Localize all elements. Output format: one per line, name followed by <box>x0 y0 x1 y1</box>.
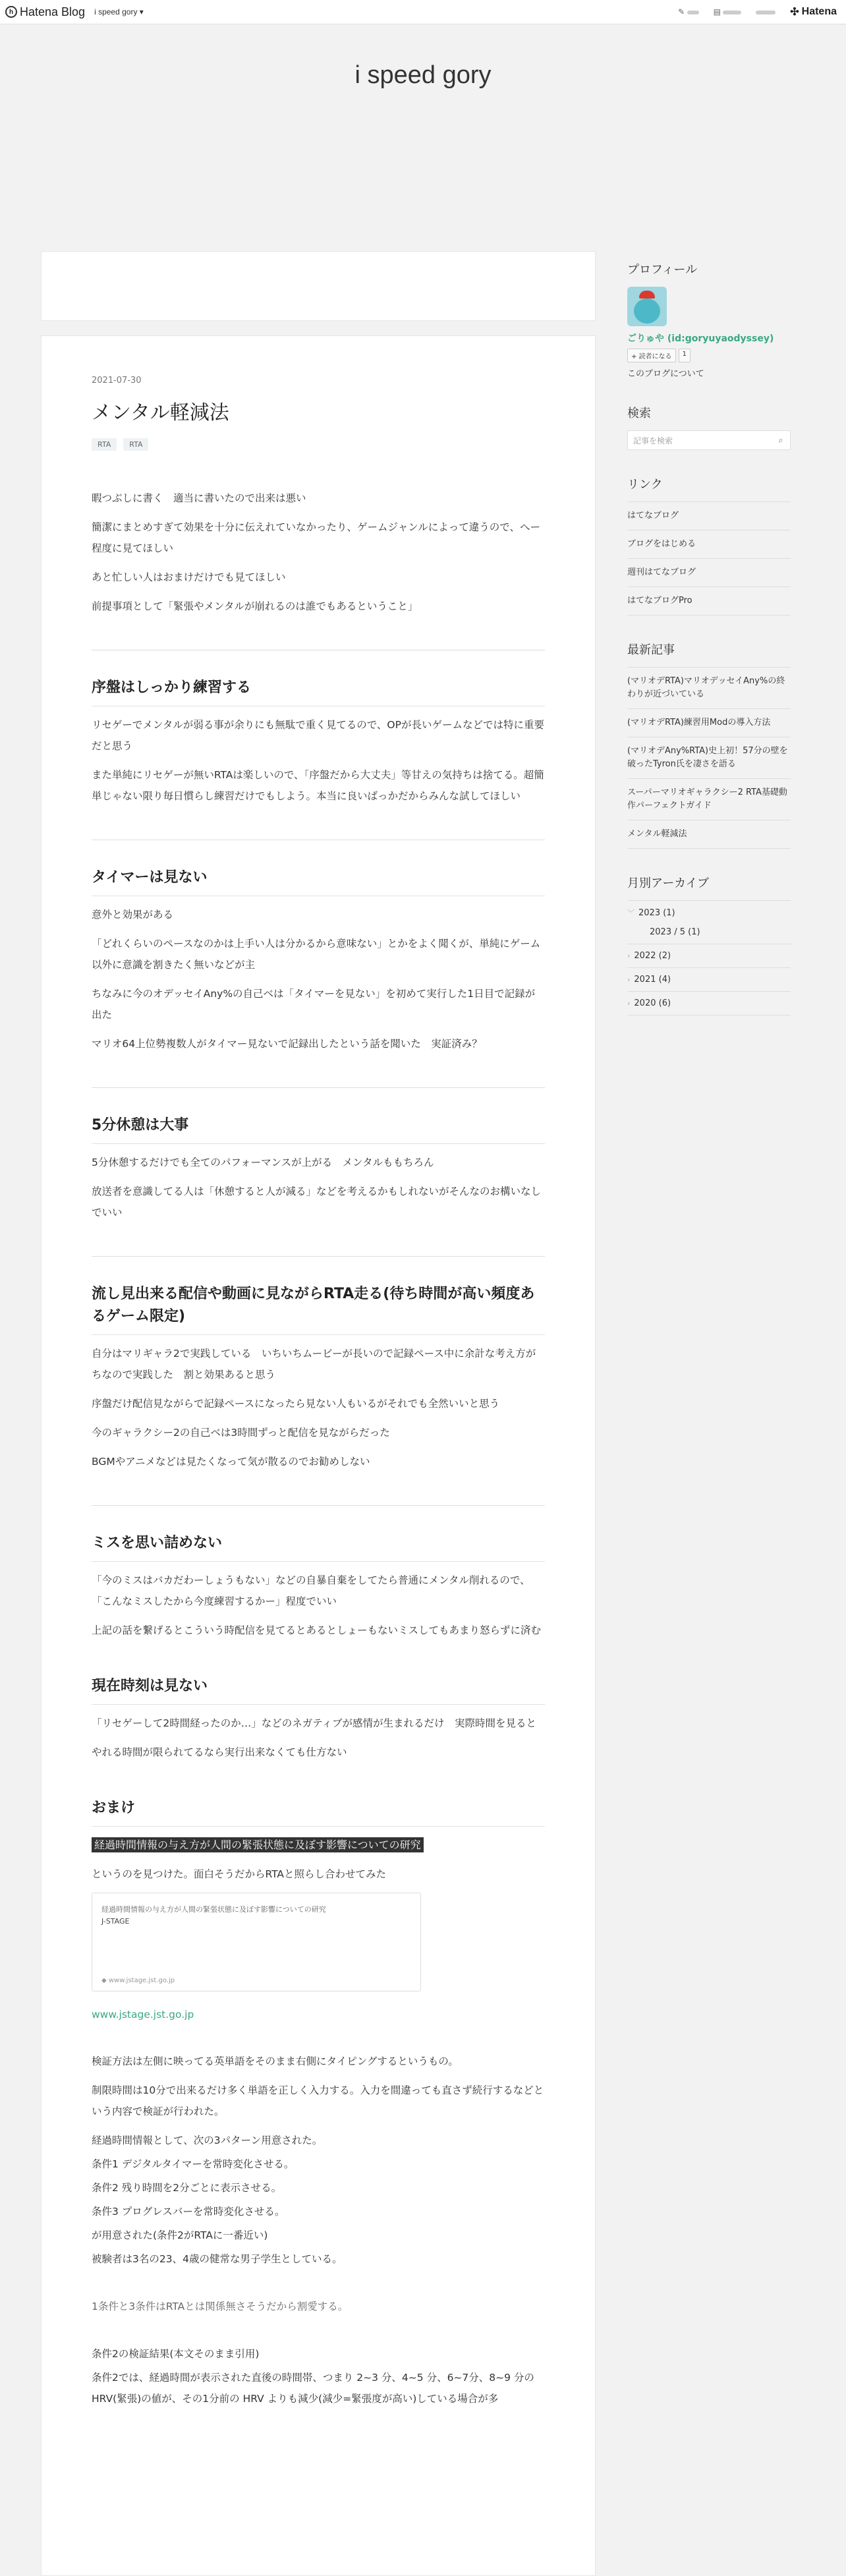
chevron-down-icon[interactable]: ﹀ <box>627 909 634 917</box>
recent-entry-link[interactable]: メンタル軽減法 <box>627 820 791 849</box>
avatar[interactable] <box>627 287 667 326</box>
recent-heading: 最新記事 <box>627 643 675 657</box>
sidebar-link[interactable]: はてなブログ <box>627 501 791 530</box>
chevron-right-icon[interactable]: › <box>627 952 631 960</box>
embed-title: 経過時間情報の与え方が人間の緊張状態に及ぼす影響についての研究 <box>101 1905 326 1914</box>
reader-widget <box>627 349 791 362</box>
paragraph: あと忙しい人はおまけだけでも見てほしい <box>92 571 286 583</box>
category-tag[interactable]: RTA <box>92 438 117 451</box>
search-placeholder: 記事を検索 <box>633 436 673 445</box>
archive-heading: 月別アーカイブ <box>627 876 710 890</box>
paragraph: 制限時間は10分で出来るだけ多く単語を正しく入力する。入力を間違っても直さず続行するなどという内容で検証が行われた。 <box>92 2084 544 2117</box>
recent-entry-link[interactable]: スーパーマリオギャラクシー2 RTA基礎動作パーフェクトガイド <box>627 779 791 820</box>
embed-domain <box>101 1977 175 1984</box>
section-heading: 流し見出来る配信や動画に見ながらRTA走る(待ち時間が高い頻度あるゲーム限定) <box>92 1283 545 1335</box>
links-module <box>627 475 791 615</box>
recent-entries-module <box>627 641 791 849</box>
search-input[interactable] <box>627 430 791 450</box>
ad-area <box>41 251 596 321</box>
category-tag[interactable]: RTA <box>123 438 148 451</box>
archive-year-label: 2022 (2) <box>634 951 671 961</box>
sidebar-link[interactable]: はてなブログPro <box>627 587 791 615</box>
reader-count[interactable]: 1 <box>679 349 691 362</box>
search-heading: 検索 <box>627 407 651 420</box>
paragraph: 検証方法は左側に映ってる英単語をそのまま右側にタイピングするというもの。 <box>92 2055 459 2067</box>
blog-selector-label: i speed gory <box>94 7 138 16</box>
about-blog-link[interactable]: このブログについて <box>627 369 704 379</box>
entry-categories <box>92 438 545 451</box>
hatena-logo-icon: h <box>5 6 17 18</box>
brand-label: Hatena Blog <box>20 5 86 18</box>
entry-title[interactable]: メンタル軽減法 <box>92 401 229 424</box>
hatena-blog-logo[interactable] <box>5 5 85 19</box>
subscribe-label: 読者になる <box>638 353 672 360</box>
plus-icon: + <box>631 353 639 360</box>
section-heading: 5分休憩は大事 <box>92 1114 545 1144</box>
paragraph: 簡潔にまとめすぎて効果を十分に伝えれていなかったり、ゲームジャンルによって違うので、へー程度に見てほしい <box>92 521 540 554</box>
note-text: 1条件と3条件はRTAとは関係無さそうだから割愛する。 <box>92 2301 349 2312</box>
paragraph: 前提事項として「緊張やメンタルが崩れるのは誰でもあるということ」 <box>92 600 418 612</box>
archive-year-label: 2023 (1) <box>638 908 675 918</box>
paragraph: 今のギャラクシー2の自己ベは3時間ずっと配信を見ながらだった <box>92 1427 390 1439</box>
section-heading: 現在時刻は見ない <box>92 1675 545 1705</box>
archive-year[interactable] <box>627 944 791 968</box>
paragraph: 経過時間情報として、次の3パターン用意された。 <box>92 2134 323 2146</box>
section-heading: 序盤はしっかり練習する <box>92 677 545 706</box>
section-heading: ミスを思い詰めない <box>92 1532 545 1562</box>
section-divider <box>92 1256 545 1257</box>
write-post-button[interactable]: ✎ <box>678 7 698 16</box>
subscribe-button[interactable] <box>627 349 676 362</box>
search-module <box>627 404 791 450</box>
section-divider <box>92 1505 545 1506</box>
archive-month[interactable]: 2023 / 5 (1) <box>650 927 700 937</box>
highlighted-text: 経過時間情報の与え方が人間の緊張状態に及ぼす影響についての研究 <box>92 1837 424 1852</box>
hatena-home-link[interactable] <box>790 5 837 18</box>
paragraph: 「どれくらいのペースなのかは上手い人は分かるから意味ない」とかをよく聞くが、単純にゲーム以外に意識を割きたく無いなどが主 <box>92 938 541 971</box>
entry-article <box>41 335 596 2576</box>
paragraph: 条件2 残り時間を2分ごとに表示させる。 <box>92 2182 282 2194</box>
paragraph: 「リセゲーして2時間経ったのか…」などのネガティブが感情が生まれるだけ 実際時間を見ると <box>92 1717 536 1729</box>
archive-module <box>627 874 791 1016</box>
paragraph: マリオ64上位勢複数人がタイマー見ないで記録出したという話を聞いた 実証済み？ <box>92 1038 482 1050</box>
paragraph: 暇つぶしに書く 適当に書いたので出来は悪い <box>92 492 306 504</box>
paragraph: また単純にリセゲーが無いRTAは楽しいので、「序盤だから大丈夫」等甘えの気持ちは捨てる。超簡単じゃない限り毎日慣らし練習だけでもしよう。本当に良いばっかだからみんな試してほしい <box>92 769 544 802</box>
global-header <box>0 0 846 24</box>
sidebar-link[interactable]: 週刊はてなブログ <box>627 559 791 587</box>
entry-date[interactable]: 2021-07-30 <box>92 376 142 386</box>
recent-entry-link[interactable]: (マリオデRTA)マリオデッセイAny%の終わりが近づいている <box>627 667 791 709</box>
paragraph: 被験者は3名の23、4歳の健常な男子学生としている。 <box>92 2253 343 2265</box>
profile-name-link[interactable]: ごりゅや (id:goryuyaodyssey) <box>627 333 774 344</box>
links-heading: リンク <box>627 478 663 492</box>
result-text: 条件2では、経過時間が表示された直後の時間帯、つまり 2~3 分、4~5 分、6~7分、8~9 分の HRV(緊張)の値が、その1分前の HRV よりも減少(減少=緊張度が高い)している場合が多 <box>92 2372 534 2405</box>
paragraph: 自分はマリギャラ2で実践している いちいちムービーが長いので記録ペース中に余計な考え方がちなので実践した 割と効果あると思う <box>92 1348 536 1381</box>
paragraph: 序盤だけ配信見ながらで記録ペースになったら見ない人もいるがそれでも全然いいと思う <box>92 1398 500 1410</box>
archive-year[interactable] <box>627 968 791 992</box>
paragraph: 上記の話を繋げるとこういう時配信を見てるとあるとしょーもないミスしてもあまり怒らずに済む <box>92 1624 542 1636</box>
paragraph: 意外と効果がある <box>92 909 174 921</box>
link-embed-card[interactable] <box>92 1893 421 1991</box>
paragraph: が用意された(条件2がRTAに一番近い) <box>92 2229 268 2241</box>
archive-year-label: 2020 (6) <box>634 998 671 1008</box>
blog-title[interactable]: i speed gory <box>354 61 492 89</box>
search-icon[interactable]: ⌕ <box>778 435 783 445</box>
sidebar <box>627 260 791 1041</box>
hatena-mark-icon: ✣ <box>790 7 799 18</box>
paragraph <box>92 1835 545 1856</box>
paragraph: 「今のミスはバカだわーしょうもない」などの自暴自棄をしてたら普通にメンタル削れるので、「こんなミスしたから今度練習するかー」程度でいい <box>92 1574 530 1607</box>
dashboard-button[interactable]: ▤ <box>714 7 742 16</box>
section-divider <box>92 1087 545 1088</box>
paragraph: 放送者を意識してる人は「休憩すると人が減る」などを考えるかもしれないがそんなのお構いなしでいい <box>92 1186 542 1218</box>
source-link[interactable]: www.jstage.jst.go.jp <box>92 2009 194 2020</box>
section-heading: おまけ <box>92 1797 545 1827</box>
sidebar-link[interactable]: ブログをはじめる <box>627 530 791 559</box>
paragraph: リセゲーでメンタルが弱る事が余りにも無駄で重く見てるので、OPが長いゲームなどでは特に重要だと思う <box>92 719 544 752</box>
paragraph: 条件1 デジタルタイマーを常時変化させる。 <box>92 2158 295 2170</box>
paragraph: 5分休憩するだけでも全てのパフォーマンスが上がる メンタルももちろん <box>92 1157 434 1168</box>
chevron-right-icon[interactable]: › <box>627 975 631 984</box>
blog-selector[interactable] <box>94 7 144 16</box>
paragraph: ちなみに今のオデッセイAny%の自己ベは「タイマーを見ない」を初めて実行した1日目で記録が出た <box>92 988 536 1021</box>
recent-entry-link[interactable]: (マリオデAny%RTA)史上初！57分の壁を破ったTyron氏を凄さを語る <box>627 737 791 779</box>
profile-heading: プロフィール <box>627 263 698 277</box>
favicon-icon: ◆ <box>101 1977 109 1984</box>
chevron-right-icon[interactable]: › <box>627 999 631 1008</box>
account-menu[interactable] <box>756 7 776 16</box>
paragraph: BGMやアニメなどは見たくなって気が散るのでお勧めしない <box>92 1456 370 1468</box>
main-column <box>41 251 596 2576</box>
chevron-down-icon: ▾ <box>137 7 144 16</box>
result-title: 条件2の検証結果(本文そのまま引用) <box>92 2348 260 2360</box>
section-heading: タイマーは見ない <box>92 867 545 896</box>
paragraph: やれる時間が限られてるなら実行出来なくても仕方ない <box>92 1746 347 1758</box>
archive-year-label: 2021 (4) <box>634 975 671 985</box>
archive-year[interactable] <box>627 901 791 944</box>
paragraph: 条件3 プログレスバーを常時変化させる。 <box>92 2206 285 2218</box>
hatena-label: Hatena <box>801 6 837 17</box>
archive-year[interactable] <box>627 992 791 1016</box>
embed-domain-text: www.jstage.jst.go.jp <box>108 1977 175 1984</box>
recent-entry-link[interactable]: (マリオデRTA)練習用Modの導入方法 <box>627 709 791 737</box>
paragraph: というのを見つけた。面白そうだからRTAと照らし合わせてみた <box>92 1868 387 1880</box>
embed-site: J-STAGE <box>101 1917 130 1926</box>
profile-module <box>627 260 791 379</box>
